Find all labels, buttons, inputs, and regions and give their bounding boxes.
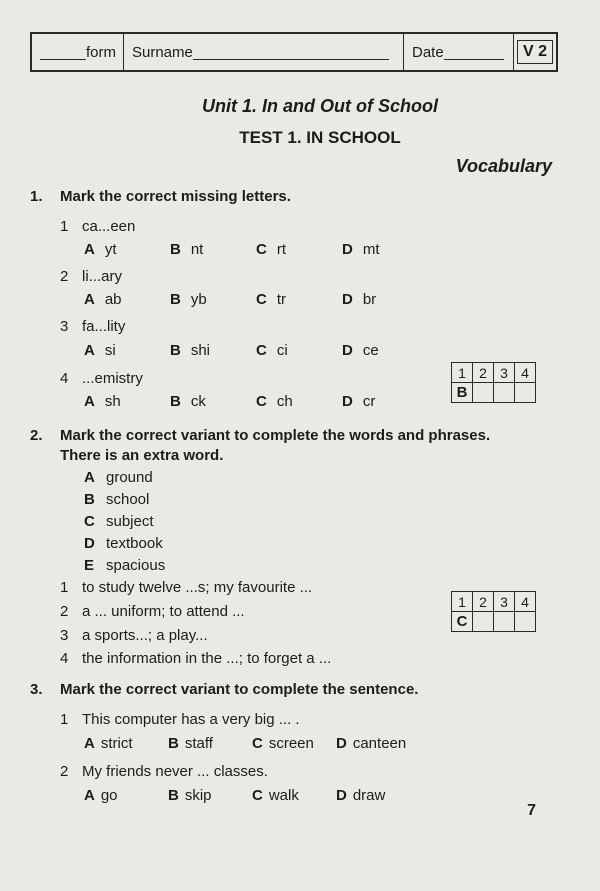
option[interactable]: A si [84, 342, 116, 359]
surname-field[interactable] [124, 34, 404, 70]
option[interactable]: B nt [170, 241, 204, 258]
option[interactable]: A yt [84, 241, 117, 258]
q2-item-1: 1 to study twelve ...s; my favourite ... [60, 579, 313, 596]
option[interactable]: C ci [256, 342, 288, 359]
q3-item-2-options [84, 787, 426, 804]
grid-answer-cell[interactable] [515, 383, 536, 403]
option[interactable]: A go [84, 787, 118, 804]
unit-title: Unit 1. In and Out of School [202, 96, 438, 116]
q1-item-3-options [84, 342, 428, 359]
grid-header-cell: 4 [515, 592, 536, 612]
option[interactable]: C walk [252, 787, 299, 804]
grid-answer-cell[interactable]: B [452, 383, 473, 403]
grid-answer-cell[interactable] [473, 383, 494, 403]
option[interactable]: D ce [342, 342, 379, 359]
word-option: A ground [84, 469, 153, 486]
word-option: C subject [84, 513, 154, 530]
question-number: 3. [30, 681, 43, 698]
date-field[interactable] [404, 34, 514, 70]
word-option: B school [84, 491, 150, 508]
question-number: 2. [30, 427, 43, 444]
question-3-heading [30, 681, 418, 698]
option[interactable]: A sh [84, 393, 121, 410]
item-number: 2 [60, 268, 69, 285]
grid-header-cell: 2 [473, 363, 494, 383]
q1-item-2-options [84, 291, 428, 308]
grid-header-cell: 3 [494, 363, 515, 383]
q2-item-2: 2 a ... uniform; to attend ... [60, 603, 245, 620]
variant-label: V 2 [517, 40, 553, 64]
item-number: 1 [60, 218, 69, 235]
option[interactable]: A ab [84, 291, 122, 308]
grid-header-cell: 1 [452, 592, 473, 612]
q1-item-4-options [84, 393, 428, 410]
grid-header-cell: 1 [452, 363, 473, 383]
option[interactable]: B staff [168, 735, 213, 752]
item-stem: ...emistry [82, 370, 143, 387]
option[interactable]: D draw [336, 787, 386, 804]
item-stem: ca...een [82, 218, 136, 235]
q1-item-2 [60, 268, 122, 285]
grid-header-cell: 2 [473, 592, 494, 612]
section-title: Vocabulary [455, 156, 552, 176]
item-number: 4 [60, 370, 69, 387]
q1-answer-grid [451, 362, 536, 403]
q3-item-1-options [84, 735, 426, 752]
q2-item-4: 4 the information in the ...; to forget a ... [60, 650, 332, 667]
option[interactable]: C ch [256, 393, 293, 410]
question-2-heading [30, 427, 490, 444]
question-text: Mark the correct missing letters. [60, 188, 291, 205]
word-option: E spacious [84, 557, 166, 574]
option[interactable]: D br [342, 291, 377, 308]
question-text: Mark the correct variant to complete the words and phrases. [60, 427, 491, 444]
item-stem: fa...lity [82, 318, 126, 335]
grid-header-cell: 4 [515, 363, 536, 383]
q3-item-2: 2 My friends never ... classes. [60, 763, 268, 780]
q2-item-3: 3 a sports...; a play... [60, 627, 208, 644]
option[interactable]: C rt [256, 241, 287, 258]
item-number: 3 [60, 318, 69, 335]
q1-item-4 [60, 370, 143, 387]
option[interactable]: C screen [252, 735, 314, 752]
form-label: form [86, 43, 116, 61]
grid-answer-cell[interactable] [473, 612, 494, 632]
word-option: D textbook [84, 535, 163, 552]
option[interactable]: B shi [170, 342, 211, 359]
option[interactable]: A strict [84, 735, 133, 752]
test-title: TEST 1. IN SCHOOL [239, 128, 401, 147]
option[interactable]: D mt [342, 241, 380, 258]
option[interactable]: B yb [170, 291, 207, 308]
q2-answer-grid [451, 591, 536, 632]
question-text: Mark the correct variant to complete the sentence. [60, 681, 419, 698]
item-stem: li...ary [82, 268, 123, 285]
surname-label: Surname [132, 43, 193, 61]
question-2-subtext: There is an extra word. [60, 447, 224, 464]
date-label: Date [412, 43, 444, 61]
q1-item-1-options [84, 241, 428, 258]
option[interactable]: C tr [256, 291, 287, 308]
option[interactable]: B skip [168, 787, 212, 804]
page-number: 7 [527, 802, 536, 819]
grid-answer-cell[interactable] [515, 612, 536, 632]
q1-item-1 [60, 218, 135, 235]
question-number: 1. [30, 188, 43, 205]
q1-item-3 [60, 318, 125, 335]
grid-answer-cell[interactable]: C [452, 612, 473, 632]
question-1-heading [30, 188, 291, 205]
grid-answer-cell[interactable] [494, 612, 515, 632]
option[interactable]: D cr [342, 393, 376, 410]
q3-item-1: 1 This computer has a very big ... . [60, 711, 300, 728]
option[interactable]: D canteen [336, 735, 407, 752]
header-box [30, 32, 558, 72]
form-field[interactable] [32, 34, 124, 70]
option[interactable]: B ck [170, 393, 206, 410]
variant-box [514, 34, 556, 70]
grid-answer-cell[interactable] [494, 383, 515, 403]
grid-header-cell: 3 [494, 592, 515, 612]
